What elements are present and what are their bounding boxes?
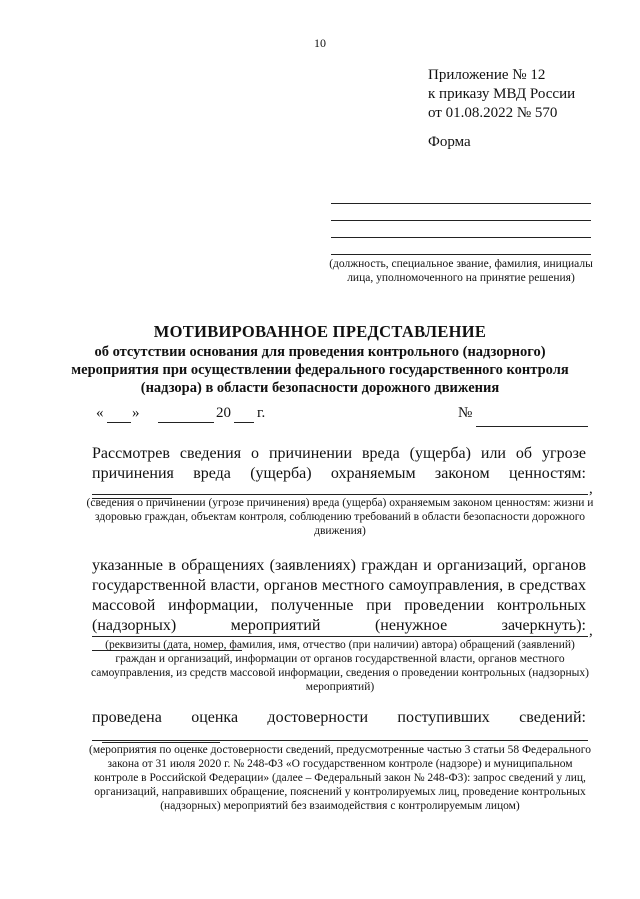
- paragraph-consideration-text: Рассмотрев сведения о причинении вреда (ущерба) или об угрозе причинения вреда (ущерба) охраняемым законом ценностям:: [92, 445, 586, 482]
- signature-caption: (должность, специальное звание, фамилия, инициалы лица, уполномоченного на принятие решения): [329, 258, 593, 284]
- page-number: 10: [314, 36, 326, 50]
- harm-info-comma: ,: [589, 481, 593, 497]
- year-prefix: 20: [216, 405, 231, 421]
- requisites-line: [92, 636, 588, 637]
- paragraph-sources-text: указанные в обращениях (заявлениях) граждан и организаций, органов государственной власти, органов местного самоуправления, в средствах массовой информации, полученные при проведении контрольных (надзорных) мероприятий (ненужное зачеркнуть):: [92, 557, 586, 634]
- requisites-caption: (реквизиты (дата, номер, фамилия, имя, отчество (при наличии) автора) обращений (заявлений) граждан и организаций, информации от органов государственной власти, органов местного самоуправления, из средств массовой информации, сведения о проведении контрольных (надзорных) мероприятий): [91, 639, 589, 693]
- month-blank: [158, 422, 214, 423]
- year-suffix: г.: [257, 405, 266, 421]
- number-blank: [476, 426, 588, 427]
- requisites-comma: ,: [589, 623, 593, 639]
- harm-info-line: [92, 494, 588, 495]
- signature-line-1: [331, 203, 591, 204]
- appendix-line-2: к приказу МВД России: [428, 86, 576, 102]
- appendix-block: [428, 66, 575, 123]
- date-close-quote: »: [132, 405, 140, 421]
- form-label: Форма: [428, 134, 471, 150]
- date-open-quote: «: [96, 405, 104, 421]
- signature-line-4: [331, 254, 591, 255]
- paragraph-assessment-text: проведена оценка достоверности поступивших сведений:: [92, 709, 586, 726]
- document-title: МОТИВИРОВАННОЕ ПРЕДСТАВЛЕНИЕ: [153, 322, 487, 341]
- day-blank: [107, 422, 131, 423]
- year-blank: [234, 422, 254, 423]
- appendix-line-1: Приложение № 12: [428, 67, 546, 83]
- appendix-line-3: от 01.08.2022 № 570: [428, 105, 558, 121]
- date-number-line: [92, 405, 592, 427]
- signature-line-3: [331, 237, 591, 238]
- assessment-line: [92, 740, 588, 741]
- harm-info-caption: (сведения о причинении (угрозе причинения) вреда (ущерба) охраняемым законом ценностям: жизни и здоровью граждан, объектам контроля, соблюдению требований в области безопасности дорожного движения): [86, 497, 594, 537]
- document-subtitle: об отсутствии основания для проведения контрольного (надзорного) мероприятия при осуществлении федерального государственного контроля (надзора) в области безопасности дорожного движения: [71, 344, 569, 396]
- assessment-caption: (мероприятия по оценке достоверности сведений, предусмотренные частью 3 статьи 58 Федерального закона от 31 июля 2020 г. № 248-ФЗ «О государственном контроле (надзоре) и муниципальном контроле в Российской Федерации» (далее – Федеральный закон № 248-ФЗ): запрос сведений у лиц, организаций, направивших обращение, пояснений у контролируемых лиц, проведение контрольных (надзорных) мероприятий без взаимодействия с контролируемым лицом): [89, 744, 591, 812]
- signature-line-2: [331, 220, 591, 221]
- number-sign: №: [458, 405, 473, 421]
